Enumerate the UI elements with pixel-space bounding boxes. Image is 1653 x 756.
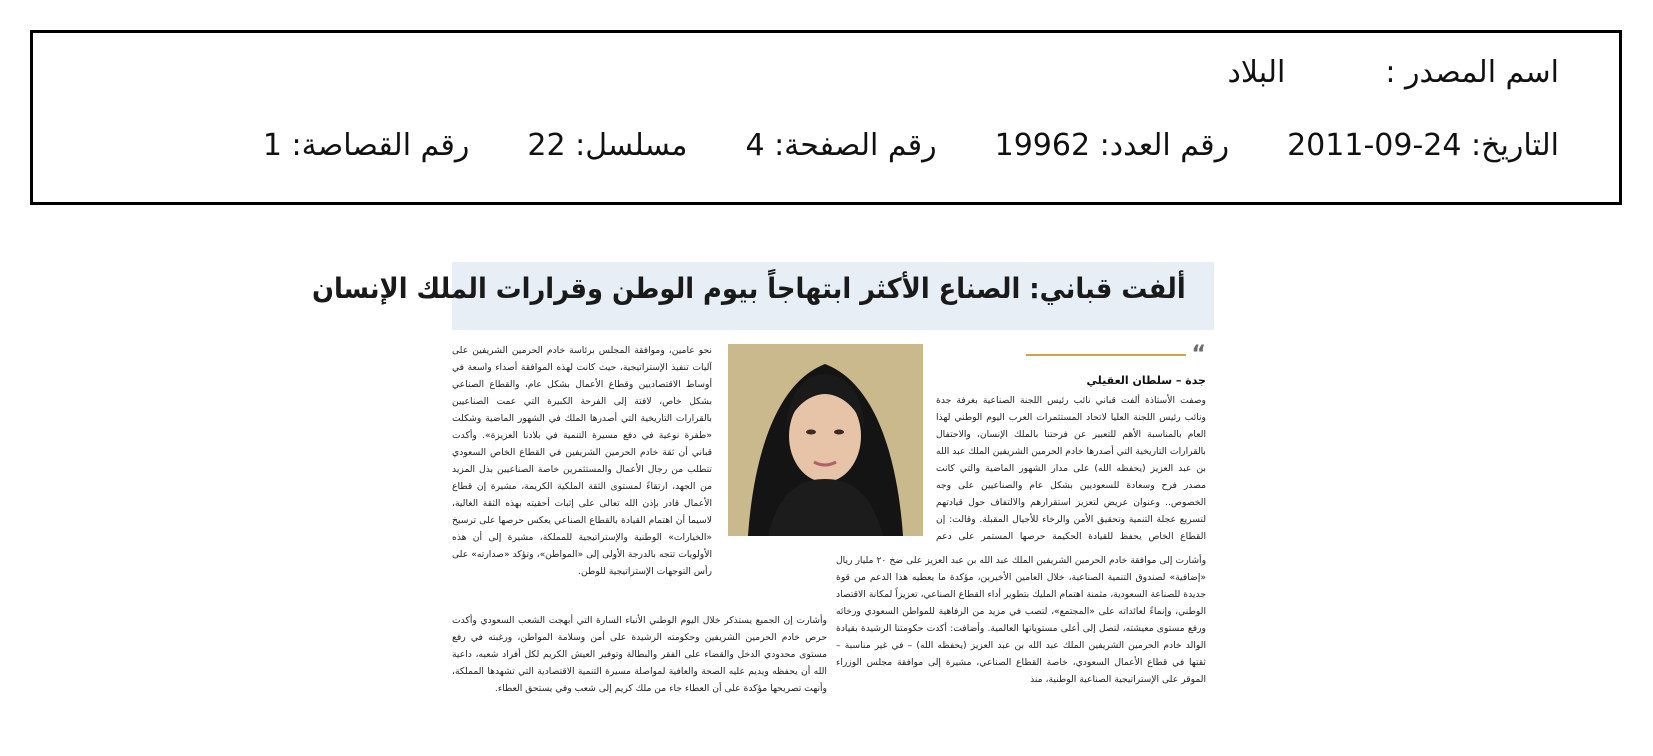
clipping-number-field: رقم القصاصة: 1 <box>262 128 470 163</box>
source-value: البلاد <box>1227 55 1286 90</box>
issue-number-field: رقم العدد: 19962 <box>994 128 1230 163</box>
article-column-left-bottom <box>452 612 827 730</box>
source-label: اسم المصدر : <box>1385 55 1559 90</box>
article-paragraph: وصفت الأستاذة ألفت قباني نائب رئيس اللجنة الصناعية بغرفة جدة ونائب رئيس اللجنة العليا لاتحاد المستثمرات العرب اليوم الوطني لهذا العام بالمناسبة الأهم للتعبير عن فرحتنا بالملك الإنسان، والاحتفال بالقرارات التاريخية التي أصدرها خادم الحرمين الشريفين الملك عبد الله بن عبد العزيز (يحفظه الله) على مدار الشهور الماضية والتي كانت مصدر فرح وسعادة للسعوديين بشكل عام والصناعيين على وجه الخصوص.. وعنوان عريض لتعزيز استقرارهم والالتفاف حول قيادتهم لتسريع عجلة التنمية وتحقيق الأمن والرخاء للأجيال المقبلة. وقالت: إن القطاع الخاص يحفظ للقيادة الحكيمة حرصها المستمر على دعم <box>936 395 1206 542</box>
article-paragraph: وأشارت إن الجميع يستذكر خلال اليوم الوطني الأنباء السارة التي أبهجت الشعب السعودي وأكدت حرص خادم الحرمين الشريفين وحكومته الرشيدة على أمن وسلامة المواطن، ورغبته في رفع مستوى محدودي الدخل والقضاء على الفقر والبطالة وتوفير العيش الكريم لكل أفراد شعبه، داعية الله أن يحفظه ويديم عليه الصحة والعافية لمواصلة مسيرة التنمية الاقتصادية التي تشهدها المملكة، وأنهت تصريحها مؤكدة على أن العطاء جاء من ملك كريم إلى شعب وفي يستحق العطاء. <box>452 615 827 694</box>
article-headline: ألفت قباني: الصناع الأكثر ابتهاجاً بيوم الوطن وقرارات الملك الإنسان <box>312 272 1186 305</box>
date-field: التاريخ: 24-09-2011 <box>1287 128 1559 163</box>
article-column-right-bottom <box>836 552 1206 730</box>
decorative-rule <box>1026 354 1186 356</box>
headline-band <box>312 262 1214 330</box>
article-byline: جدة – سلطان العقيلي <box>1086 374 1206 387</box>
portrait-photo <box>728 344 923 536</box>
newspaper-clipping <box>312 262 1214 732</box>
portrait-image <box>728 344 923 536</box>
quote-mark-icon: “ <box>1191 342 1206 367</box>
source-line <box>1228 55 1559 90</box>
clipping-metadata-box <box>30 30 1622 205</box>
article-paragraph: نحو عامين، وموافقة المجلس برئاسة خادم الحرمين الشريفين على آليات تنفيذ الإستراتيجية، حيث كانت لهذه الموافقة أصداء واسعة في أوساط الاقتصاديين وقطاع الأعمال بشكل عام، والقطاع الصناعي بشكل خاص، لافتة إلى الفرحة الكبيرة التي عمت الصناعيين بالقرارات التاريخية التي أصدرها الملك في الشهور الماضية وشكلت «طفرة نوعية في دفع مسيرة التنمية في بلادنا العزيزة». وأكدت قباني أن ثقة خادم الحرمين الشريفين في القطاع الخاص السعودي تتطلب من رجال الأعمال والمستثمرين خاصة الصناعيين بذل المزيد من الجهد، ارتقاءً لمستوى الثقة الملكية الكريمة، مشيرة إن قطاع الأعمال قادر بإذن الله تعالى على إثبات أحقيته بهذه الثقة الغالية، لاسيما أن اهتمام القيادة بالقطاع الصناعي يعكس حرصها على ترسيخ «الخيارات» الوطنية والإستراتيجية للمملكة، مشيرة إلى أن هذه الأولويات تتجه بالدرجة الأولى إلى «المواطن»، وتؤكد «صدارته» على رأس التوجهات الإستراتيجية للوطن. <box>452 345 712 577</box>
serial-field: مسلسل: 22 <box>527 128 688 163</box>
info-line <box>263 128 1559 163</box>
page-number-field: رقم الصفحة: 4 <box>745 128 937 163</box>
article-column-left-top <box>452 342 712 632</box>
article-column-right-top <box>936 392 1206 542</box>
article-paragraph: وأشارت إلى موافقة خادم الحرمين الشريفين الملك عبد الله بن عبد العزيز على ضخ ٢٠ مليار ريال «إضافية» لصندوق التنمية الصناعية، خلال العامين الأخيرين، مؤكدة ما يعطيه هذا الدعم من قوة جديدة للصناعة السعودية، مثمنة اهتمام المليك بتطوير أداء القطاع الصناعي، تعزيزاً لمكانة الاقتصاد الوطني، وإنماءً لعائداته على «المجتمع»، لتصب في مزيد من الرفاهية للمواطن السعودي ورخائه ورفع مستوى معيشته، لتصل إلى أعلى مستوياتها العالمية. وأضافت: أكدت حكومتنا الرشيدة بقيادة الوالد خادم الحرمين الشريفين الملك عبد الله بن عبد العزيز (يحفظه الله) – في غير مناسبة – ثقتها في قطاع الأعمال السعودي، خاصة القطاع الصناعي، مشيرة إلى موافقة مجلس الوزراء الموقر على الإستراتيجية الصناعية الوطنية، منذ <box>836 555 1206 685</box>
